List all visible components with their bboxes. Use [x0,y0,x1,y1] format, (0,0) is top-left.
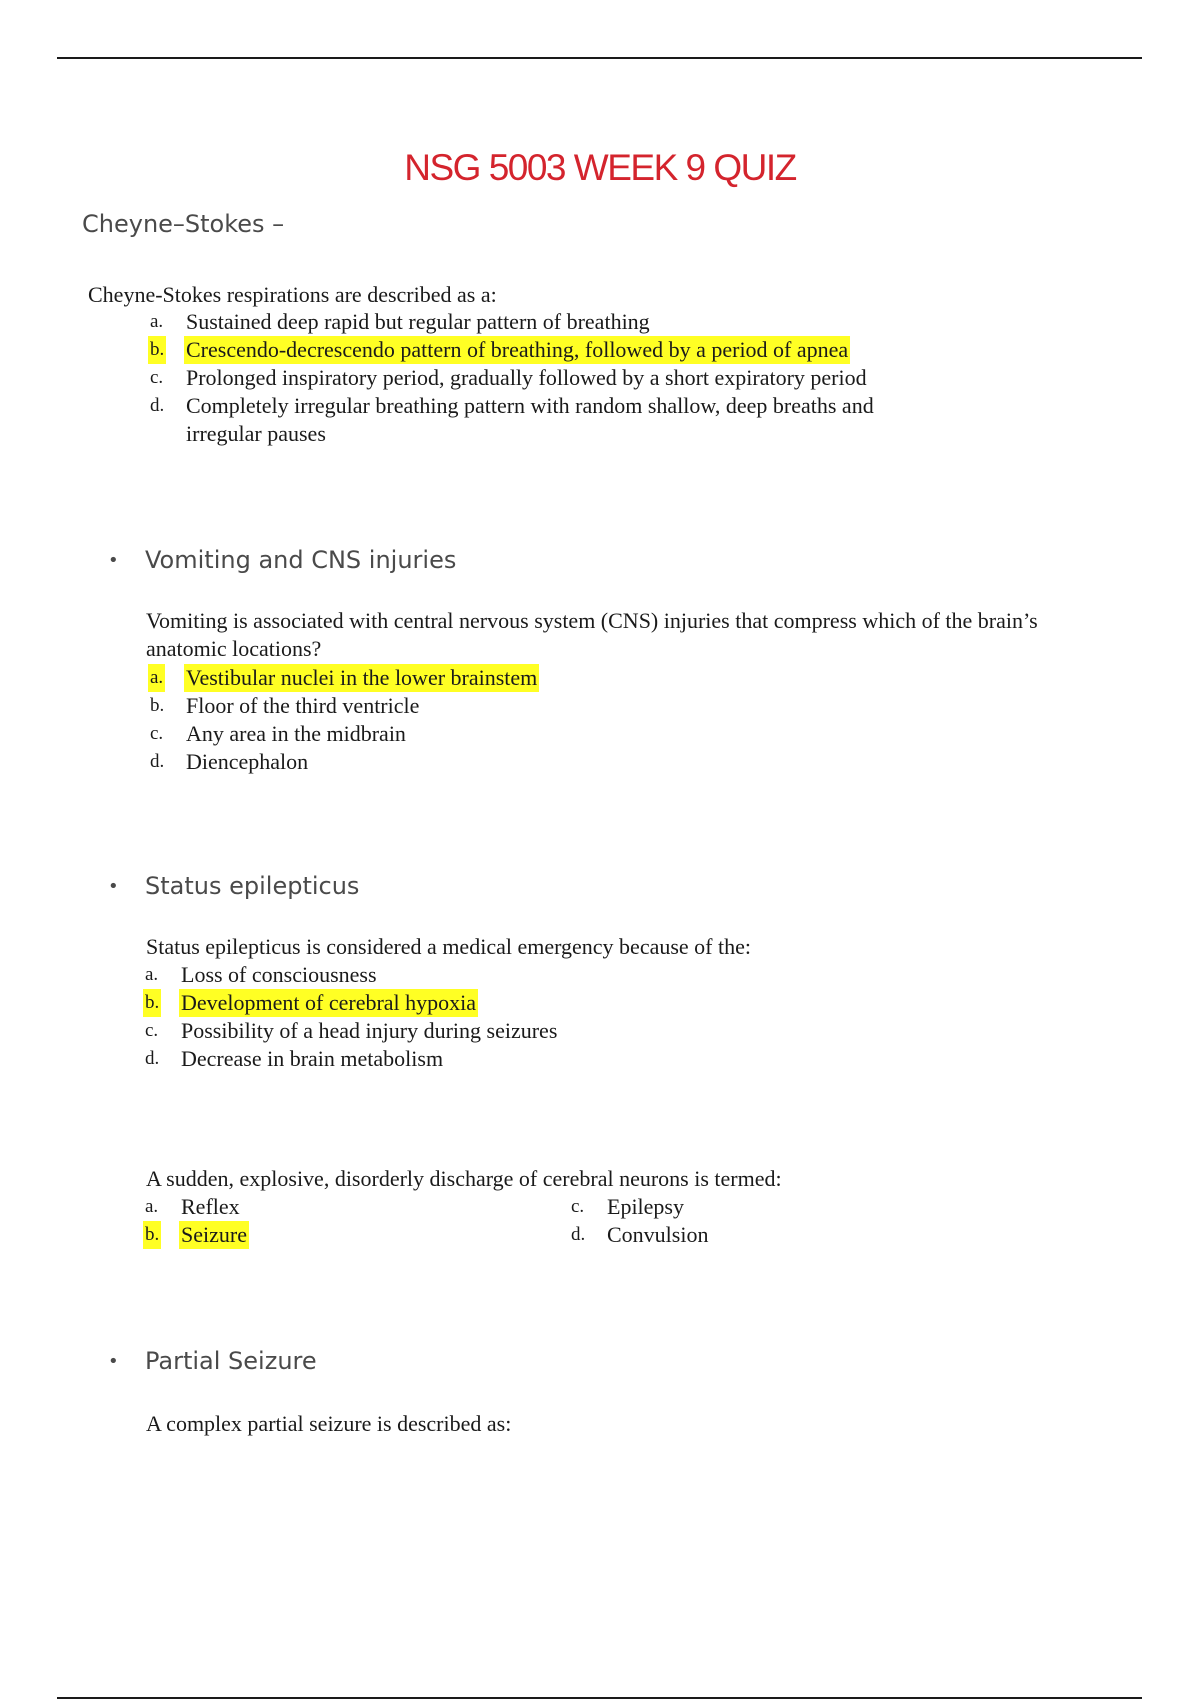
option-text: Sustained deep rapid but regular pattern of breathing [186,309,650,334]
document-title: NSG 5003 WEEK 9 QUIZ [404,147,796,188]
option-letter: a. [148,664,165,692]
option-letter: b. [150,695,165,716]
option-text: Convulsion [607,1222,709,1247]
option-text: Seizure [181,1222,247,1247]
section-heading-partial-seizure: Partial Seizure [145,1347,317,1375]
option-text: Reflex [181,1194,240,1219]
option-letter: d. [150,395,165,416]
option-letter: b. [148,336,166,364]
option-letter: a. [150,311,164,332]
option-text: Crescendo-decrescendo pattern of breathing, followed by a period of apnea [186,337,849,362]
option-text: Decrease in brain metabolism [181,1046,444,1071]
section-heading-cheyne-stokes: Cheyne–Stokes – [82,210,285,238]
option-text: Development of cerebral hypoxia [181,990,477,1015]
question-prompt: Vomiting is associated with central nervous system (CNS) injuries that compress which of the brain’s anatomic locations? [146,608,1038,661]
question-prompt: A sudden, explosive, disorderly discharge of cerebral neurons is termed: [146,1166,782,1191]
option-letter: c. [571,1196,585,1217]
header-rule [57,57,1142,59]
option-letter: d. [145,1048,160,1069]
section-heading-vomiting-cns: Vomiting and CNS injuries [145,546,457,574]
option-text: Prolonged inspiratory period, gradually followed by a short expiratory period [186,365,867,390]
section-heading-status-epilepticus: Status epilepticus [145,872,360,900]
option-text: Any area in the midbrain [186,721,406,746]
question-prompt: A complex partial seizure is described as: [146,1411,512,1436]
bullet-marker: • [108,550,119,571]
option-letter: b. [143,1221,161,1249]
question-prompt: Cheyne-Stokes respirations are described as a: [88,282,497,307]
option-text: Epilepsy [607,1194,684,1219]
option-letter: c. [150,723,164,744]
option-text: Diencephalon [186,749,309,774]
option-letter: d. [150,751,165,772]
option-letter: c. [150,367,164,388]
question-prompt: Status epilepticus is considered a medical emergency because of the: [146,934,751,959]
option-text: Floor of the third ventricle [186,693,420,718]
bullet-marker: • [108,876,119,897]
option-text: Completely irregular breathing pattern with random shallow, deep breaths and irregular pauses [186,393,874,446]
option-text: Loss of consciousness [181,962,377,987]
bullet-marker: • [108,1351,119,1372]
footer-rule [57,1697,1142,1699]
option-letter: a. [145,964,159,985]
option-letter: b. [143,989,161,1017]
option-letter: d. [571,1224,586,1245]
option-letter: c. [145,1020,159,1041]
option-text: Possibility of a head injury during seizures [181,1018,558,1043]
option-text: Vestibular nuclei in the lower brainstem [186,665,538,690]
option-letter: a. [145,1196,159,1217]
